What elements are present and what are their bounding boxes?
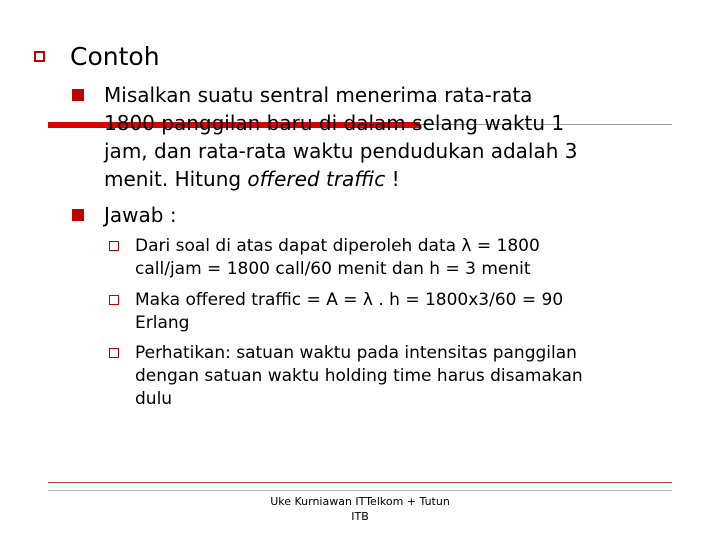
sub-bullet-line: call/jam = 1800 call/60 menit dan h = 3 menit <box>135 259 531 279</box>
bullet-answer-label: Jawab : <box>104 203 177 227</box>
bullet-line: Misalkan suatu sentral menerima rata-rata <box>104 83 533 107</box>
footer-divider-red <box>48 482 672 483</box>
italic-term: offered traffic <box>247 167 386 191</box>
hollow-square-bullet-icon <box>34 51 45 62</box>
bullet-line-pre: menit. Hitung <box>104 167 248 191</box>
footer-line: ITB <box>351 510 369 523</box>
footer-divider-gray <box>48 490 672 491</box>
solid-square-bullet-icon <box>72 89 84 101</box>
solid-square-bullet-icon <box>72 209 84 221</box>
footer-line: Uke Kurniawan ITTelkom + Tutun <box>270 495 450 508</box>
sub-bullet-line: Erlang <box>135 313 190 333</box>
footer-credit <box>250 494 470 524</box>
hollow-square-bullet-icon <box>109 241 119 251</box>
bullet-line: 1800 panggilan baru di dalam selang waktu 1 <box>104 111 565 135</box>
bullet-question-text <box>104 81 704 193</box>
bullet-line <box>104 165 704 193</box>
hollow-square-bullet-icon <box>109 348 119 358</box>
sub-bullet-text <box>135 289 695 335</box>
sub-bullet-line: Perhatikan: satuan waktu pada intensitas panggilan <box>135 343 577 363</box>
sub-bullet-text <box>135 235 695 281</box>
sub-bullet-line: Maka offered traffic = A = λ . h = 1800x3/60 = 90 <box>135 290 564 310</box>
bullet-line-post: ! <box>385 167 400 191</box>
bullet-line: jam, dan rata-rata waktu pendudukan adalah 3 <box>104 139 578 163</box>
slide-heading: Contoh <box>70 42 160 71</box>
sub-bullet-line: dulu <box>135 389 173 409</box>
hollow-square-bullet-icon <box>109 295 119 305</box>
sub-bullet-line: dengan satuan waktu holding time harus disamakan <box>135 366 583 386</box>
sub-bullet-text <box>135 342 695 411</box>
sub-bullet-line: Dari soal di atas dapat diperoleh data λ = 1800 <box>135 236 540 256</box>
